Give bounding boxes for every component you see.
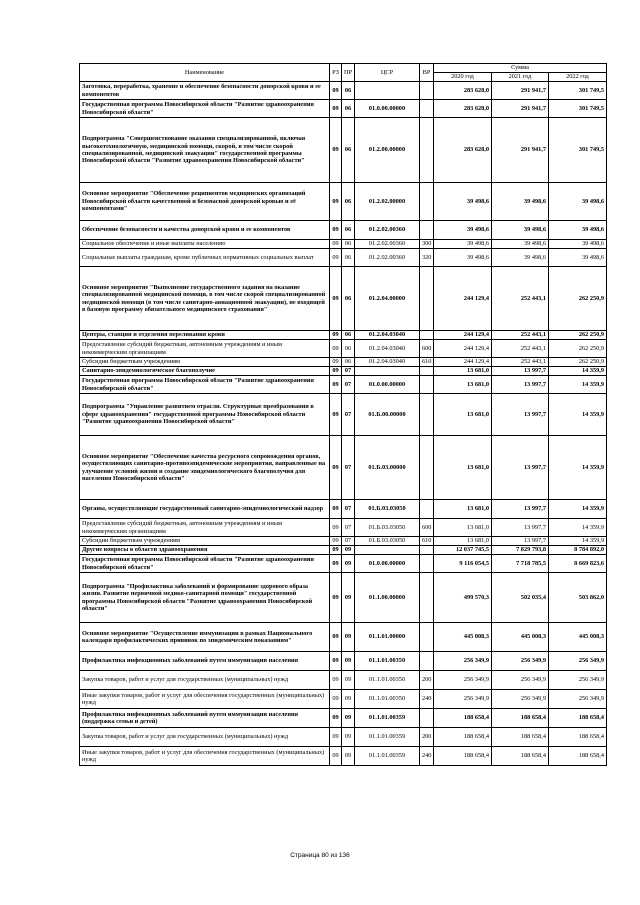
cell-rz: 09 <box>330 690 342 709</box>
cell-2020: 39 498,6 <box>434 183 492 221</box>
cell-pr: 09 <box>342 671 355 690</box>
cell-name: Предоставление субсидий бюджетным, автономным учреждениям и иным некоммерческим организациям <box>80 340 330 358</box>
cell-csr: 01.1.01.00000 <box>355 623 420 652</box>
cell-name: Государственная программа Новосибирской области "Развитие здравоохранения Новосибирской области" <box>80 376 330 394</box>
cell-vr <box>420 623 434 652</box>
cell-2021: 256 349,9 <box>492 690 549 709</box>
cell-2020: 256 349,9 <box>434 690 492 709</box>
cell-2021: 39 498,6 <box>492 240 549 249</box>
cell-csr: 01.2.02.00360 <box>355 249 420 267</box>
table-row <box>80 519 607 537</box>
cell-name: Субсидии бюджетным учреждениям <box>80 537 330 546</box>
table-body <box>80 82 607 766</box>
cell-2021: 13 997,7 <box>492 500 549 519</box>
cell-2020: 244 129,4 <box>434 358 492 367</box>
table-row <box>80 623 607 652</box>
cell-rz: 09 <box>330 709 342 728</box>
table-row <box>80 249 607 267</box>
cell-pr: 07 <box>342 500 355 519</box>
cell-rz: 09 <box>330 519 342 537</box>
cell-2020: 283 628,0 <box>434 118 492 183</box>
cell-name: Иные закупки товаров, работ и услуг для обеспечения государственных (муниципальных) нужд <box>80 690 330 709</box>
cell-2020: 283 628,0 <box>434 100 492 118</box>
cell-rz: 09 <box>330 747 342 766</box>
cell-2020: 13 681,0 <box>434 500 492 519</box>
table-row <box>80 436 607 500</box>
cell-csr: 01.2.00.00000 <box>355 118 420 183</box>
table-row <box>80 690 607 709</box>
cell-pr: 06 <box>342 267 355 331</box>
cell-name: Субсидии бюджетным учреждениям <box>80 358 330 367</box>
cell-2021: 13 997,7 <box>492 436 549 500</box>
table-row <box>80 555 607 573</box>
cell-vr: 610 <box>420 537 434 546</box>
cell-name: Подпрограмма "Профилактика заболеваний и формирование здорового образа жизни. Развитие первичной медико-санитарной помощи" государственной программы Новосибирской области "Развитие здравоохранения Новосибирской области" <box>80 573 330 623</box>
cell-2021: 252 443,1 <box>492 267 549 331</box>
cell-csr: 01.1.01.00350 <box>355 652 420 671</box>
cell-vr: 200 <box>420 728 434 747</box>
cell-csr: 01.2.04.03040 <box>355 340 420 358</box>
cell-2021: 291 941,7 <box>492 118 549 183</box>
cell-2022: 262 250,9 <box>549 340 607 358</box>
cell-2022: 14 359,9 <box>549 436 607 500</box>
cell-csr: 01.1.01.00359 <box>355 747 420 766</box>
table-row <box>80 394 607 436</box>
cell-2022: 39 498,6 <box>549 240 607 249</box>
table-row <box>80 747 607 766</box>
cell-2020: 244 129,4 <box>434 331 492 340</box>
cell-csr: 01.0.00.00000 <box>355 376 420 394</box>
table-row <box>80 500 607 519</box>
cell-2022: 256 349,9 <box>549 652 607 671</box>
table-row <box>80 240 607 249</box>
cell-pr: 09 <box>342 690 355 709</box>
cell-2021: 252 443,1 <box>492 340 549 358</box>
cell-pr: 09 <box>342 728 355 747</box>
cell-rz: 09 <box>330 249 342 267</box>
cell-name: Закупка товаров, работ и услуг для государственных (муниципальных) нужд <box>80 671 330 690</box>
cell-pr: 06 <box>342 249 355 267</box>
cell-rz: 09 <box>330 376 342 394</box>
cell-name: Основное мероприятие "Обеспечение реципиентов медицинских организаций Новосибирской области качественной и безопасной донорской кровью и её компонентами" <box>80 183 330 221</box>
table-row <box>80 358 607 367</box>
col-header-name: Наименование <box>80 64 330 82</box>
cell-vr: 300 <box>420 240 434 249</box>
cell-pr: 06 <box>342 82 355 100</box>
cell-name: Основное мероприятие "Обеспечение качества ресурсного сопровождения органов, осуществляющих санитарно-противоэпидемические мероприятия, направленные на улучшение условий жизни и создание эпидемиологического благополучия для населения Новосибирской области" <box>80 436 330 500</box>
cell-name: Основное мероприятие "Осуществление иммунизации в рамках Национального календаря профилактических прививок по эпидемическим показаниям" <box>80 623 330 652</box>
cell-2020: 13 681,0 <box>434 394 492 436</box>
cell-2022: 301 749,5 <box>549 118 607 183</box>
cell-name: Социальное обеспечение и иные выплаты населению <box>80 240 330 249</box>
cell-2022: 14 359,9 <box>549 394 607 436</box>
cell-rz: 09 <box>330 728 342 747</box>
cell-2021: 39 498,6 <box>492 183 549 221</box>
cell-vr: 240 <box>420 747 434 766</box>
cell-csr: 01.1.00.00000 <box>355 573 420 623</box>
cell-2021: 502 035,4 <box>492 573 549 623</box>
cell-2020: 499 570,3 <box>434 573 492 623</box>
cell-rz: 09 <box>330 340 342 358</box>
cell-rz: 09 <box>330 331 342 340</box>
cell-name: Обеспечение безопасности и качества донорской крови и ее компонентов <box>80 221 330 240</box>
cell-rz: 09 <box>330 358 342 367</box>
cell-csr: 01.Б.03.03050 <box>355 519 420 537</box>
cell-pr: 07 <box>342 394 355 436</box>
cell-name: Профилактика инфекционных заболеваний путем иммунизации населения <box>80 652 330 671</box>
cell-csr: 01.1.01.00359 <box>355 709 420 728</box>
cell-name: Предоставление субсидий бюджетным, автономным учреждениям и иным некоммерческим организациям <box>80 519 330 537</box>
cell-2022: 262 250,9 <box>549 358 607 367</box>
cell-vr <box>420 709 434 728</box>
cell-name: Заготовка, переработка, хранение и обеспечение безопасности донорской крови и ее компонентов <box>80 82 330 100</box>
cell-rz: 09 <box>330 537 342 546</box>
cell-2020: 256 349,9 <box>434 671 492 690</box>
col-header-vr: ВР <box>420 64 434 82</box>
cell-2021: 7 829 793,8 <box>492 546 549 555</box>
cell-pr: 06 <box>342 118 355 183</box>
cell-rz: 09 <box>330 394 342 436</box>
cell-rz: 09 <box>330 82 342 100</box>
cell-csr: 01.0.00.00000 <box>355 555 420 573</box>
cell-2022: 14 359,9 <box>549 537 607 546</box>
cell-vr <box>420 546 434 555</box>
cell-vr: 240 <box>420 690 434 709</box>
cell-2022: 503 862,0 <box>549 573 607 623</box>
cell-2021: 445 008,3 <box>492 623 549 652</box>
cell-csr <box>355 367 420 376</box>
cell-rz: 09 <box>330 267 342 331</box>
col-header-2021: 2021 год <box>492 73 549 82</box>
cell-name: Закупка товаров, работ и услуг для государственных (муниципальных) нужд <box>80 728 330 747</box>
cell-pr: 07 <box>342 537 355 546</box>
cell-csr: 01.2.02.00360 <box>355 240 420 249</box>
cell-2022: 262 250,9 <box>549 267 607 331</box>
cell-2021: 7 718 785,5 <box>492 555 549 573</box>
cell-pr: 09 <box>342 709 355 728</box>
table-row <box>80 367 607 376</box>
cell-vr <box>420 118 434 183</box>
cell-vr: 320 <box>420 249 434 267</box>
table-row <box>80 537 607 546</box>
cell-name: Иные закупки товаров, работ и услуг для обеспечения государственных (муниципальных) нужд <box>80 747 330 766</box>
cell-rz: 09 <box>330 573 342 623</box>
cell-csr: 01.1.01.00350 <box>355 690 420 709</box>
cell-name: Государственная программа Новосибирской области "Развитие здравоохранения Новосибирской области" <box>80 555 330 573</box>
cell-2022: 256 349,9 <box>549 690 607 709</box>
cell-csr: 01.0.00.00000 <box>355 100 420 118</box>
cell-2022: 14 359,9 <box>549 376 607 394</box>
table-row <box>80 376 607 394</box>
cell-vr <box>420 573 434 623</box>
table-row <box>80 573 607 623</box>
cell-2021: 13 997,7 <box>492 376 549 394</box>
cell-2021: 188 658,4 <box>492 747 549 766</box>
cell-2020: 188 658,4 <box>434 709 492 728</box>
cell-csr: 01.2.02.00360 <box>355 221 420 240</box>
cell-name: Санитарно-эпидемиологическое благополучие <box>80 367 330 376</box>
cell-pr: 07 <box>342 436 355 500</box>
page-number: Страница 80 из 136 <box>290 852 350 859</box>
cell-2020: 13 681,0 <box>434 519 492 537</box>
cell-pr: 06 <box>342 358 355 367</box>
cell-name: Подпрограмма "Совершенствование оказания специализированной, включая высокотехнологичную, медицинской помощи, скорой, в том числе скорой специализированной, медицинской эвакуации" государственной программы Новосибирской области "Развитие здравоохранения Новосибирской области" <box>80 118 330 183</box>
cell-vr <box>420 221 434 240</box>
cell-vr <box>420 100 434 118</box>
cell-2020: 39 498,6 <box>434 240 492 249</box>
cell-2021: 13 997,7 <box>492 367 549 376</box>
cell-csr: 01.1.01.00359 <box>355 728 420 747</box>
col-header-2020: 2020 год <box>434 73 492 82</box>
cell-rz: 09 <box>330 183 342 221</box>
cell-2020: 13 681,0 <box>434 367 492 376</box>
cell-vr: 600 <box>420 519 434 537</box>
cell-rz: 09 <box>330 221 342 240</box>
cell-2022: 8 784 892,0 <box>549 546 607 555</box>
cell-2022: 14 359,9 <box>549 367 607 376</box>
cell-2022: 188 658,4 <box>549 709 607 728</box>
table-row <box>80 100 607 118</box>
cell-2022: 262 250,9 <box>549 331 607 340</box>
cell-2021: 188 658,4 <box>492 709 549 728</box>
cell-pr: 09 <box>342 623 355 652</box>
cell-rz: 09 <box>330 546 342 555</box>
table-row <box>80 267 607 331</box>
cell-2021: 39 498,6 <box>492 221 549 240</box>
cell-2021: 39 498,6 <box>492 249 549 267</box>
cell-vr <box>420 331 434 340</box>
cell-vr <box>420 82 434 100</box>
cell-vr <box>420 183 434 221</box>
cell-2021: 13 997,7 <box>492 519 549 537</box>
cell-rz: 09 <box>330 367 342 376</box>
cell-pr: 07 <box>342 519 355 537</box>
table-row <box>80 728 607 747</box>
table-row <box>80 221 607 240</box>
cell-2020: 283 628,0 <box>434 82 492 100</box>
cell-vr: 610 <box>420 358 434 367</box>
cell-2022: 8 669 823,6 <box>549 555 607 573</box>
cell-2020: 445 008,3 <box>434 623 492 652</box>
cell-2021: 291 941,7 <box>492 82 549 100</box>
cell-csr: 01.Б.03.03050 <box>355 537 420 546</box>
table-row <box>80 652 607 671</box>
cell-csr: 01.Б.03.03050 <box>355 500 420 519</box>
cell-csr: 01.2.02.00000 <box>355 183 420 221</box>
cell-2022: 256 349,9 <box>549 671 607 690</box>
cell-vr <box>420 376 434 394</box>
cell-pr: 06 <box>342 331 355 340</box>
cell-name: Социальные выплаты гражданам, кроме публичных нормативных социальных выплат <box>80 249 330 267</box>
table-row <box>80 671 607 690</box>
cell-2021: 256 349,9 <box>492 671 549 690</box>
table-row <box>80 82 607 100</box>
cell-pr: 09 <box>342 652 355 671</box>
cell-2020: 256 349,9 <box>434 652 492 671</box>
cell-pr: 09 <box>342 555 355 573</box>
table-row <box>80 183 607 221</box>
cell-2022: 188 658,4 <box>549 728 607 747</box>
col-header-csr: ЦСР <box>355 64 420 82</box>
cell-2021: 256 349,9 <box>492 652 549 671</box>
cell-csr: 01.2.04.03040 <box>355 331 420 340</box>
cell-vr <box>420 436 434 500</box>
cell-pr: 06 <box>342 221 355 240</box>
cell-2020: 188 658,4 <box>434 747 492 766</box>
cell-2021: 13 997,7 <box>492 394 549 436</box>
col-header-sum: Сумма <box>434 64 607 73</box>
cell-pr: 07 <box>342 376 355 394</box>
cell-2021: 252 443,1 <box>492 358 549 367</box>
cell-2020: 244 129,4 <box>434 267 492 331</box>
cell-rz: 09 <box>330 555 342 573</box>
cell-csr: 01.Б.03.00000 <box>355 436 420 500</box>
cell-rz: 09 <box>330 623 342 652</box>
cell-2020: 13 681,0 <box>434 436 492 500</box>
cell-vr <box>420 394 434 436</box>
cell-name: Профилактика инфекционных заболеваний путем иммунизации населения (поддержка семьи и детей) <box>80 709 330 728</box>
cell-rz: 09 <box>330 100 342 118</box>
cell-2021: 188 658,4 <box>492 728 549 747</box>
table-row <box>80 118 607 183</box>
cell-pr: 06 <box>342 240 355 249</box>
cell-2020: 244 129,4 <box>434 340 492 358</box>
cell-pr: 07 <box>342 367 355 376</box>
cell-csr: 01.2.04.03040 <box>355 358 420 367</box>
cell-csr: 01.Б.00.00000 <box>355 394 420 436</box>
cell-rz: 09 <box>330 652 342 671</box>
cell-2022: 14 359,9 <box>549 500 607 519</box>
table-row <box>80 331 607 340</box>
cell-pr: 09 <box>342 546 355 555</box>
cell-2020: 39 498,6 <box>434 221 492 240</box>
col-header-rz: РЗ <box>330 64 342 82</box>
cell-vr <box>420 267 434 331</box>
cell-2022: 445 008,3 <box>549 623 607 652</box>
cell-csr: 01.2.04.00000 <box>355 267 420 331</box>
cell-2021: 13 997,7 <box>492 537 549 546</box>
cell-name: Органы, осуществляющие государственный санитарно-эпидемиологический надзор <box>80 500 330 519</box>
cell-rz: 09 <box>330 118 342 183</box>
cell-vr <box>420 652 434 671</box>
cell-2021: 291 941,7 <box>492 100 549 118</box>
cell-name: Подпрограмма "Управление развитием отрасли. Структурные преобразования в сфере здравоохранения" государственной программы Новосибирской области "Развитие здравоохранения Новосибирской области" <box>80 394 330 436</box>
budget-table <box>79 63 607 766</box>
cell-2020: 9 116 054,5 <box>434 555 492 573</box>
cell-name: Центры, станции и отделения переливания крови <box>80 331 330 340</box>
table-row <box>80 709 607 728</box>
cell-vr: 200 <box>420 671 434 690</box>
cell-name: Основное мероприятие "Выполнение государственного задания на оказание специализированной медицинской помощи, в том числе скорой специализированной медицинской помощи (в том числе санитарно-авиационной эвакуации), не входящей в базовую программу обязательного медицинского страхования" <box>80 267 330 331</box>
cell-2022: 301 749,5 <box>549 82 607 100</box>
cell-name: Другие вопросы в области здравоохранения <box>80 546 330 555</box>
cell-2022: 39 498,6 <box>549 249 607 267</box>
cell-vr <box>420 555 434 573</box>
cell-vr <box>420 367 434 376</box>
cell-2020: 188 658,4 <box>434 728 492 747</box>
cell-2020: 13 681,0 <box>434 376 492 394</box>
cell-pr: 09 <box>342 573 355 623</box>
table-row <box>80 546 607 555</box>
cell-pr: 09 <box>342 747 355 766</box>
cell-2022: 301 749,5 <box>549 100 607 118</box>
cell-2020: 12 037 745,5 <box>434 546 492 555</box>
cell-2022: 14 359,9 <box>549 519 607 537</box>
cell-pr: 06 <box>342 183 355 221</box>
cell-rz: 09 <box>330 436 342 500</box>
cell-rz: 09 <box>330 240 342 249</box>
cell-pr: 06 <box>342 100 355 118</box>
cell-csr: 01.1.01.00350 <box>355 671 420 690</box>
cell-rz: 09 <box>330 500 342 519</box>
col-header-pr: ПР <box>342 64 355 82</box>
cell-2021: 252 443,1 <box>492 331 549 340</box>
cell-2020: 39 498,6 <box>434 249 492 267</box>
cell-pr: 06 <box>342 340 355 358</box>
cell-csr <box>355 82 420 100</box>
cell-csr <box>355 546 420 555</box>
cell-name: Государственная программа Новосибирской области "Развитие здравоохранения Новосибирской области" <box>80 100 330 118</box>
cell-rz: 09 <box>330 671 342 690</box>
col-header-2022: 2022 год <box>549 73 607 82</box>
cell-vr: 600 <box>420 340 434 358</box>
cell-2020: 13 681,0 <box>434 537 492 546</box>
cell-2022: 39 498,6 <box>549 183 607 221</box>
cell-2022: 39 498,6 <box>549 221 607 240</box>
cell-2022: 188 658,4 <box>549 747 607 766</box>
table-row <box>80 340 607 358</box>
cell-vr <box>420 500 434 519</box>
